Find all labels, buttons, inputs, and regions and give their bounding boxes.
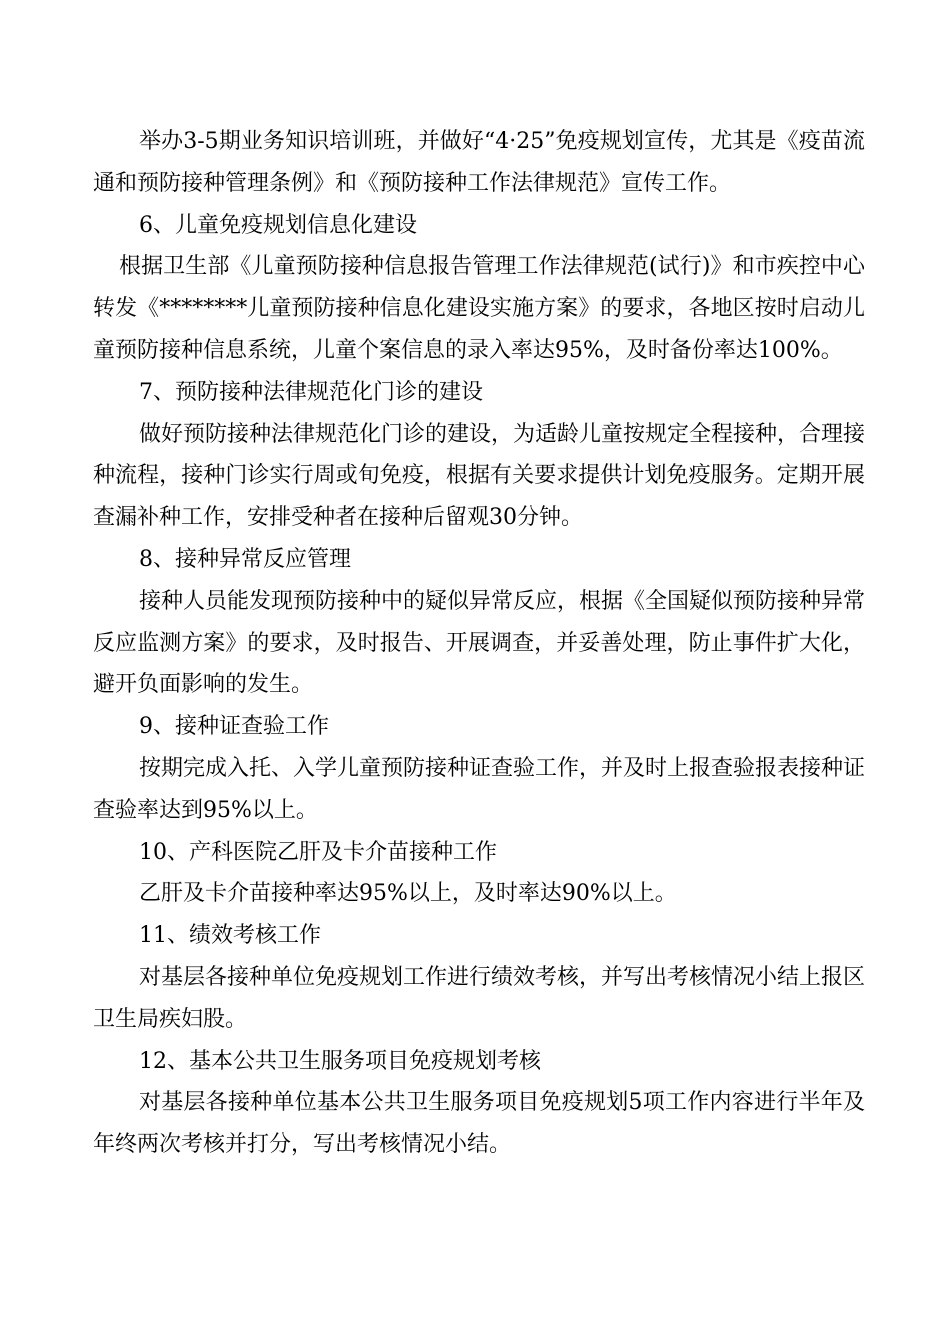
paragraph-certificate: 按期完成入托、入学儿童预防接种证查验工作，并及时上报查验报表接种证查验率达到95%以上。 bbox=[93, 755, 866, 823]
paragraph-adverse-reaction: 接种人员能发现预防接种中的疑似异常反应，根据《全国疑似预防接种异常反应监测方案》的要求，及时报告、开展调查，并妥善处理，防止事件扩大化，避开负面影响的发生。 bbox=[93, 588, 866, 698]
heading-11-performance: 11、绩效考核工作 bbox=[139, 923, 321, 949]
heading-8-adverse-reaction: 8、接种异常反应管理 bbox=[139, 546, 351, 572]
paragraph-clinic: 做好预防接种法律规范化门诊的建设，为适龄儿童按规定全程接种，合理接种流程，接种门诊实行周或旬免疫，根据有关要求提供计划免疫服务。定期开展查漏补种工作，安排受种者在接种后留观30分钟。 bbox=[93, 421, 866, 531]
heading-12-public-health: 12、基本公共卫生服务项目免疫规划考核 bbox=[139, 1048, 541, 1074]
paragraph-informatization: 根据卫生部《儿童预防接种信息报告管理工作法律规范(试行)》和市疾控中心转发《********儿童预防接种信息化建设实施方案》的要求，各地区按时启动儿童预防接种信息系统，儿童个案信息的录入率达95%，及时备份率达100%。 bbox=[93, 254, 865, 363]
paragraph-public-health: 对基层各接种单位基本公共卫生服务项目免疫规划5项工作内容进行半年及年终两次考核并打分，写出考核情况小结。 bbox=[93, 1090, 865, 1158]
heading-10-maternity: 10、产科医院乙肝及卡介苗接种工作 bbox=[139, 839, 497, 865]
document-body bbox=[93, 121, 865, 1166]
heading-9-certificate: 9、接种证查验工作 bbox=[139, 714, 329, 740]
heading-7-clinic: 7、预防接种法律规范化门诊的建设 bbox=[139, 379, 483, 405]
paragraph-maternity: 乙肝及卡介苗接种率达95%以上，及时率达90%以上。 bbox=[139, 881, 677, 907]
heading-6-informatization: 6、儿童免疫规划信息化建设 bbox=[139, 212, 417, 238]
paragraph-performance: 对基层各接种单位免疫规划工作进行绩效考核，并写出考核情况小结上报区卫生局疾妇股。 bbox=[93, 964, 866, 1032]
paragraph-training: 举办3-5期业务知识培训班，并做好“4·25”免疫规划宣传，尤其是《疫苗流通和预防接种管理条例》和《预防接种工作法律规范》宣传工作。 bbox=[93, 129, 865, 196]
